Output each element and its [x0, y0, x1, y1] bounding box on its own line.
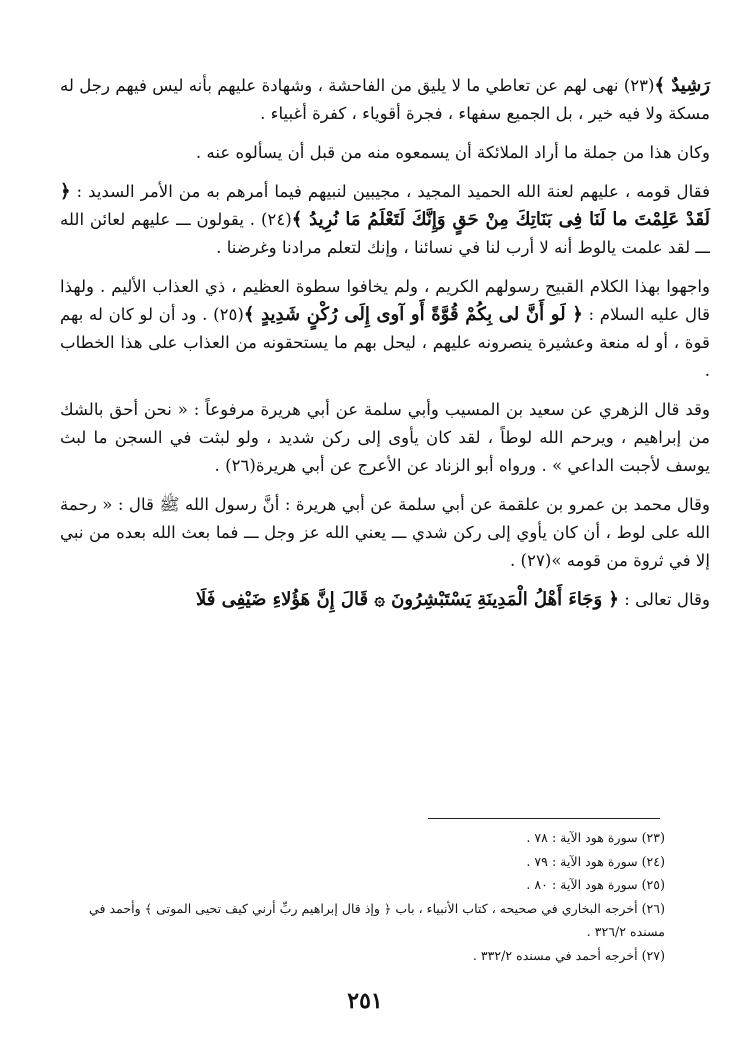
paragraph	[60, 586, 710, 614]
footnote: (٢٣) سورة هود الآية : ٧٨ .	[526, 830, 665, 845]
page-number: ٢٥١	[347, 988, 383, 1014]
quran-verse: ﴿ لَقَدْ عَلِمْتَ ما لَنَا فِى بَنَاتِكَ مِنْ حَقٍ وَإِنَّكَ لَتَعْلَمُ مَا نُرِيدُ ﴾	[60, 181, 710, 230]
paragraph	[60, 72, 710, 128]
paragraph-text: وقد قال الزهري عن سعيد بن المسيب وأبي سلمة عن أبي هريرة مرفوعاً : « نحن أحق بالشك من إبراهيم ، ويرحم الله لوطاً ، لقد كان يأوى إلى ركن شديد ، ولو لبثت في السجن ما لبث يوسف لأجبت الداعي » . ورواه أبو الزناد عن الأعرج عن أبي هريرة(٢٦) .	[60, 400, 710, 475]
quran-verse: رَشِيدٌ ﴾	[654, 75, 711, 96]
footnote: (٢٤) سورة هود الآية : ٧٩ .	[526, 853, 665, 869]
paragraph-text: وقال محمد بن عمرو بن علقمة عن أبي سلمة عن أبي هريرة : أنَّ رسول الله ﷺ قال : « رحمة الله على لوط ، أن كان يأوي إلى ركن شدي ـــ يعني الله عز وجل ـــ فما بعث الله بعده من نبي إلا في ثروة من قومه »(٢٧) .	[60, 495, 710, 570]
footnote-separator	[428, 818, 660, 819]
footnote: (٢٥) سورة هود الآية : ٨٠ .	[526, 877, 665, 892]
paragraph-text: (٢٣) نهى لهم عن تعاطي ما لا يليق من الفاحشة ، وشهادة عليهم بأنه ليس فيهم رجل له مسكة ولا فيه خير ، بل الجميع سفهاء ، فجرة أقوياء ، كفرة أغبياء .	[60, 76, 710, 123]
main-text	[60, 72, 710, 625]
paragraph	[60, 396, 710, 480]
paragraph-text: (٢٥) . ود أن لو كان له بهم قوة ، أو له منعة وعشيرة ينصرونه عليهم ، ليحل بهم ما يستحقونه من العذاب على هذا الخطاب .	[60, 305, 710, 380]
paragraph	[60, 491, 710, 575]
footnotes	[60, 826, 665, 967]
paragraph-text: فقال قومه ، عليهم لعنة الله الحميد المجيد ، مجيبين لنبيهم فيما أمرهم به من الأمر السديد :	[70, 182, 710, 201]
paragraph-text: واجهوا بهذا الكلام القبيح رسولهم الكريم ، ولم يخافوا سطوة العظيم ، ذي العذاب الأليم . ولهذا قال عليه السلام :	[60, 277, 710, 324]
quran-verse: ﴿ لَو أَنَّ لى بِكُمْ قُوَّةً أَو آوى إِلَى رُكْنٍ شَدِيدٍ ﴾	[243, 304, 583, 325]
paragraph	[60, 273, 710, 385]
paragraph	[60, 178, 710, 262]
paragraph-text: (٢٤) . يقولون ـــ عليهم لعائن الله ـــ لقد علمت يالوط أنه لا أرب لنا في نسائنا ، وإنك لتعلم مرادنا وغرضنا .	[60, 210, 710, 257]
paragraph	[60, 139, 710, 167]
paragraph-text: وكان هذا من جملة ما أراد الملائكة أن يسمعوه منه من قبل أن يسألوه عنه .	[195, 143, 710, 162]
footnote: (٢٦) أخرجه البخاري في صحيحه ، كتاب الأنبياء ، باب ﴿ وإذ قال إبراهيم ربِّ أرني كيف تحيى الموتى ﴾ وأحمد في مسنده ٣٢٦/٢ .	[88, 900, 665, 939]
quran-verse: ﴿ وَجَاءَ أَهْلُ الْمَدِينَةِ يَسْتَبْشِرُونَ ۞ قَالَ إِنَّ هَؤُلاءِ ضَيْفِى فَلَا	[195, 589, 619, 610]
footnote: (٢٧) أخرجه أحمد في مسنده ٣٣٢/٢ .	[472, 947, 665, 963]
paragraph-text: وقال تعالى :	[618, 590, 710, 609]
